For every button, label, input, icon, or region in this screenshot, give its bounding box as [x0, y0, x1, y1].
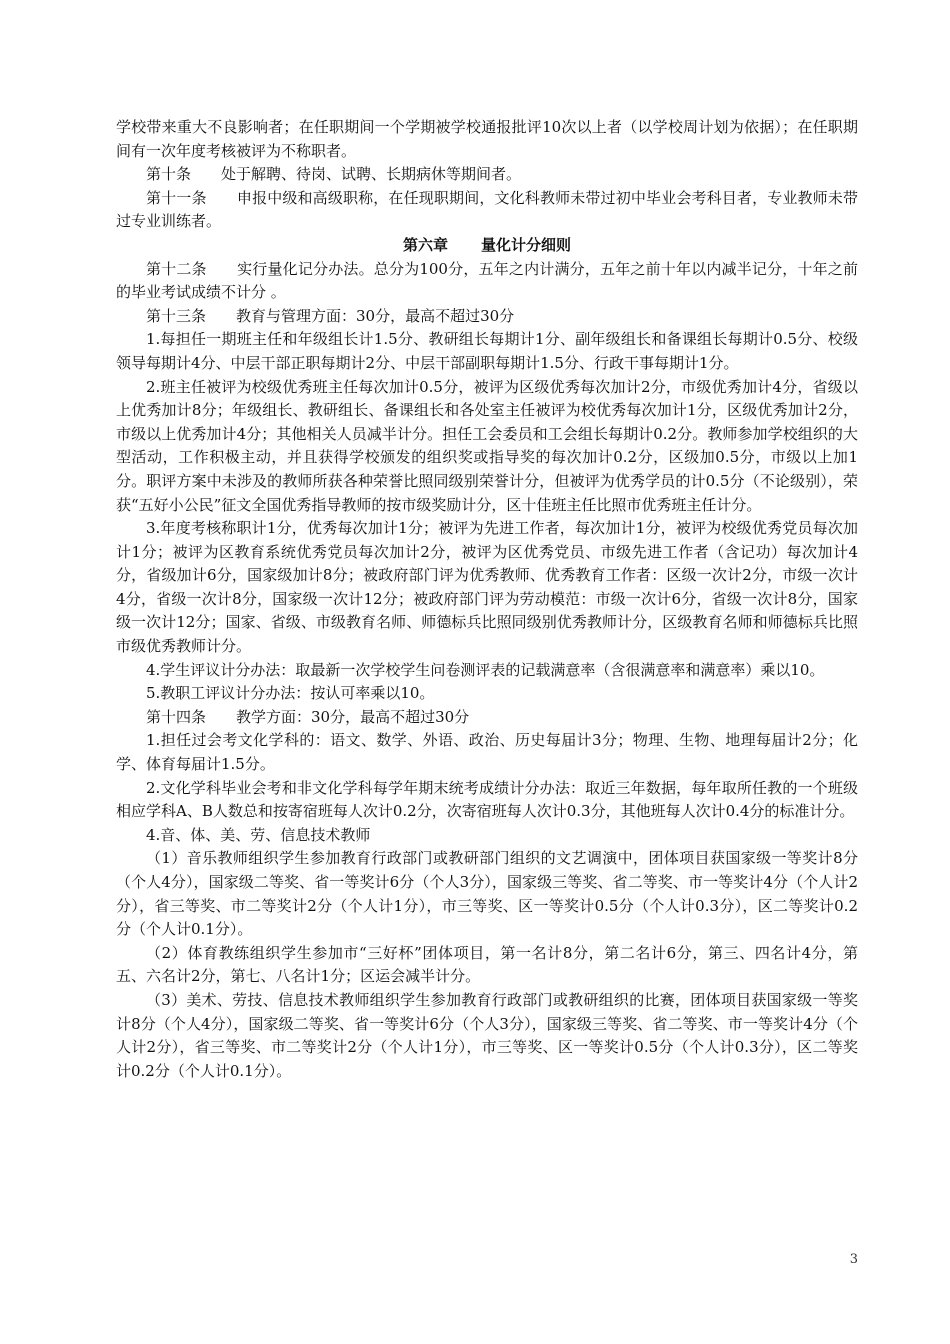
chapter-number: 第六章	[402, 235, 448, 254]
article-10: 第十条 处于解聘、待岗、试聘、长期病休等期间者。	[146, 165, 522, 184]
article-14-item-2: 2.文化学科毕业会考和非文化学科每学年期末统考成绩计分办法：取近三年数据，每年取所任教的一个班级相应学科A、B人数总和按寄宿班每人次计0.2分，次寄宿班每人次计0.3分，其他班每人次计0.4分的标准计分。	[116, 778, 858, 821]
chapter-title: 量化计分细则	[481, 235, 572, 254]
article-13-item-3: 3.年度考核称职计1分，优秀每次加计1分；被评为先进工作者，每次加计1分，被评为校级优秀党员每次加计1分；被评为区教育系统优秀党员每次加计2分，被评为区优秀党员、市级先进工作者（含记功）每次加计4分，省级加计6分，国家级加计8分；被政府部门评为优秀教师、优秀教育工作者：区级一次计2分，市级一次计4分，省级一次计8分，国家级一次计12分；被政府部门评为劳动模范：市级一次计6分，省级一次计8分，国家级一次计12分；国家、省级、市级教育名师、师德标兵比照同级别优秀教师计分，区级教育名师和师德标兵比照市级优秀教师计分。	[116, 519, 858, 656]
page-number: 3	[849, 1252, 858, 1267]
paragraphs-before	[116, 116, 858, 234]
article-14-item-4-2: （2）体育教练组织学生参加市“三好杯”团体项目，第一名计8分，第二名计6分，第三、四名计4分，第五、六名计2分，第七、八名计1分；区运会减半计分。	[116, 943, 858, 986]
article-12: 第十二条 实行量化记分办法。总分为100分，五年之内计满分，五年之前十年以内减半记分，十年之前的毕业考试成绩不计分 。	[116, 259, 858, 302]
article-14-item-4-1: （1）音乐教师组织学生参加教育行政部门或教研部门组织的文艺调演中，团体项目获国家级一等奖计8分（个人4分），国家级二等奖、省一等奖计6分（个人3分），国家级三等奖、省二等奖、市一等奖计4分（个人计2分），省三等奖、市二等奖计2分（个人计1分），市三等奖、区一等奖计0.5分（个人计0.3分），区二等奖计0.2分（个人计0.1分）。	[116, 849, 858, 939]
article-14-item-1: 1.担任过会考文化学科的：语文、数学、外语、政治、历史每届计3分；物理、生物、地理每届计2分；化学、体育每届计1.5分。	[116, 731, 858, 774]
paragraphs-after	[116, 258, 858, 1084]
article-13-item-2: 2.班主任被评为校级优秀班主任每次加计0.5分，被评为区级优秀每次加计2分，市级优秀加计4分，省级以上优秀加计8分；年级组长、教研组长、备课组长和各处室主任被评为校优秀每次加计1分，区级优秀加计2分，市级以上优秀加计4分；其他相关人员减半计分。担任工会委员和工会组长每期计0.2分。教师参加学校组织的大型活动，工作积极主动，并且获得学校颁发的组织奖或指导奖的每次加计0.2分，区级加0.5分，市级以上加1分。职评方案中未涉及的教师所获各种荣誉比照同级别荣誉计分，但被评为优秀学员的计0.5分（不论级别），荣获“五好小公民”征文全国优秀指导教师的按市级奖励计分，区十佳班主任比照市优秀班主任计分。	[116, 377, 858, 514]
paragraph: 学校带来重大不良影响者；在任职期间一个学期被学校通报批评10次以上者（以学校周计划为依据）；在任职期间有一次年度考核被评为不称职者。	[116, 118, 858, 160]
article-14-item-4: 4.音、体、美、劳、信息技术教师	[146, 825, 371, 844]
article-13-item-4: 4.学生评议计分办法：取最新一次学校学生问卷测评表的记载满意率（含很满意率和满意率）乘以10。	[146, 660, 825, 679]
article-11: 第十一条 申报中级和高级职称，在任现职期间，文化科教师未带过初中毕业会考科目者，专业教师未带过专业训练者。	[116, 188, 858, 231]
article-13: 第十三条 教育与管理方面：30分，最高不超过30分	[146, 306, 515, 325]
article-13-item-5: 5.教职工评议计分办法：按认可率乘以10。	[146, 684, 435, 703]
article-13-item-1: 1.每担任一期班主任和年级组长计1.5分、教研组长每期计1分、副年级组长和备课组长每期计0.5分、校级领导每期计4分、中层干部正职每期计2分、中层干部副职每期计1.5分、行政干事每期计1分。	[116, 330, 858, 372]
chapter-heading	[116, 234, 858, 258]
document-page	[116, 116, 858, 1083]
article-14: 第十四条 教学方面：30分，最高不超过30分	[146, 707, 470, 726]
article-14-item-4-3: （3）美术、劳技、信息技术教师组织学生参加教育行政部门或教研组织的比赛，团体项目获国家级一等奖计8分（个人4分），国家级二等奖、省一等奖计6分（个人3分），国家级三等奖、省二等奖、市一等奖计4分（个人计2分），省三等奖、市二等奖计2分（个人计1分），市三等奖、区一等奖计0.5分（个人计0.3分），区二等奖计0.2分（个人计0.1分）。	[116, 990, 858, 1080]
